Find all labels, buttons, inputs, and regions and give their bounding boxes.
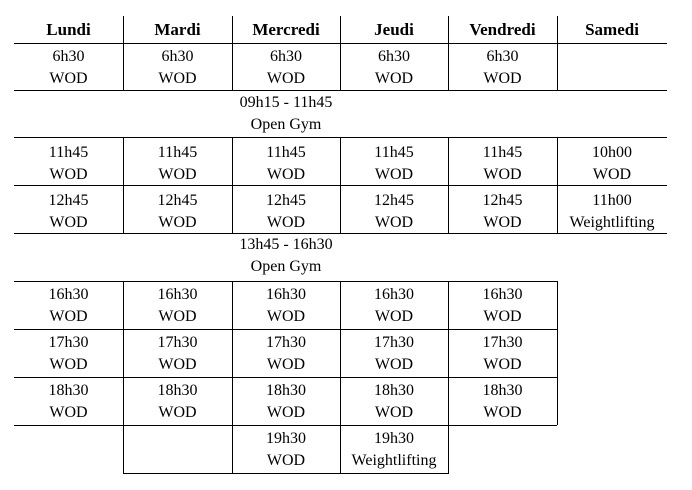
grid-line-vertical [340,137,341,233]
cell-class: WOD [266,404,306,421]
schedule-cell [232,332,340,380]
cell-time: 12h45 [157,192,198,209]
cell-time: 16h30 [48,286,89,303]
schedule-cell [557,142,667,190]
schedule-cell [123,428,232,476]
cell-time: 18h30 [374,382,414,399]
grid-line-vertical [123,137,124,233]
cell-class: WOD [483,166,522,183]
header-samedi: Samedi [585,20,639,39]
grid-line-vertical [557,16,558,91]
cell-time: 11h45 [48,144,89,161]
cell-class: WOD [483,404,522,421]
cell-class: WOD [49,214,88,231]
schedule-cell [14,142,123,190]
open-gym-afternoon-label: Open Gym [250,258,322,275]
schedule-cell [340,190,448,238]
header-mardi: Mardi [154,20,201,39]
grid-line-horizontal [123,473,448,474]
schedule-cell [14,46,123,94]
cell-time: 10h00 [592,144,632,161]
cell-time: 18h30 [482,382,523,399]
grid-line-vertical [557,137,558,233]
cell-class: WOD [49,356,88,373]
cell-time: 12h45 [374,192,414,209]
grid-line-vertical [232,137,233,233]
open-gym-morning-time: 09h15 - 11h45 [239,94,333,111]
cell-class: WOD [483,356,522,373]
grid-line-vertical [448,425,449,474]
cell-time: 18h30 [266,382,306,399]
schedule-cell [14,332,123,380]
cell-class: WOD [483,308,522,325]
grid-line-vertical [123,281,124,425]
schedule-cell [448,380,557,428]
cell-time: 12h45 [482,192,523,209]
schedule-cell [448,142,557,190]
schedule-cell [340,332,448,380]
schedule-cell [14,380,123,428]
open-gym-morning-label: Open Gym [250,116,322,133]
open-gym-afternoon [232,234,340,278]
schedule-cell [448,428,557,476]
grid-line-vertical [232,16,233,91]
cell-class: WOD [266,166,306,183]
schedule-cell [340,142,448,190]
cell-class: WOD [158,166,197,183]
cell-time: 6h30 [161,48,194,65]
cell-time: 19h30 [374,430,414,447]
grid-line-horizontal [14,233,667,234]
schedule-cell [232,190,340,238]
grid-line-vertical [232,425,233,474]
schedule-cell [557,332,667,380]
schedule-cell [232,380,340,428]
cell-time: 16h30 [374,286,414,303]
cell-time: 6h30 [486,48,519,65]
cell-class: WOD [158,214,197,231]
cell-class: WOD [374,356,414,373]
schedule-cell [557,190,667,238]
schedule-cell [232,142,340,190]
grid-line-horizontal [14,425,557,426]
cell-class: WOD [49,404,88,421]
header-jeudi: Jeudi [374,20,414,39]
cell-time: 19h30 [266,430,306,447]
cell-class: WOD [158,356,197,373]
grid-line-vertical [232,281,233,425]
schedule-cell [123,380,232,428]
grid-line-vertical [557,281,558,425]
schedule-cell [557,428,667,476]
schedule-cell [448,332,557,380]
grid-line-vertical [123,425,124,474]
schedule-cell [232,284,340,332]
cell-time: 17h30 [266,334,306,351]
cell-time: 17h30 [482,334,523,351]
cell-time: 16h30 [157,286,198,303]
header-mercredi: Mercredi [252,20,320,39]
cell-class: WOD [592,166,632,183]
grid-line-horizontal [14,377,557,378]
cell-class: WOD [158,404,197,421]
schedule-cell [557,284,667,332]
cell-class: WOD [374,70,414,87]
schedule-cell [557,46,667,94]
cell-time: 18h30 [48,382,89,399]
cell-class: WOD [49,70,88,87]
cell-time: 17h30 [48,334,89,351]
cell-class: WOD [266,70,306,87]
schedule-cell [123,46,232,94]
schedule-cell [123,284,232,332]
schedule-cell [123,190,232,238]
cell-time: 12h45 [48,192,89,209]
cell-time: 18h30 [157,382,198,399]
open-gym-afternoon-time: 13h45 - 16h30 [239,236,333,253]
grid-line-horizontal [14,281,557,282]
grid-line-vertical [448,137,449,233]
cell-class: WOD [266,356,306,373]
cell-class: WOD [483,214,522,231]
schedule-cell [123,142,232,190]
header-vendredi: Vendredi [469,20,536,39]
schedule-cell [232,46,340,94]
schedule-cell [14,428,123,476]
weekly-schedule-table [14,16,667,476]
open-gym-morning [232,92,340,136]
schedule-cell [557,380,667,428]
cell-time: 17h30 [374,334,414,351]
cell-class: WOD [158,70,197,87]
grid-line-horizontal [14,329,557,330]
cell-class: WOD [374,308,414,325]
cell-time: 16h30 [482,286,523,303]
cell-time: 17h30 [157,334,198,351]
cell-class: Weightlifting [569,214,655,231]
cell-time: 6h30 [52,48,85,65]
cell-class: WOD [374,404,414,421]
cell-class: WOD [266,452,306,469]
cell-class: Weightlifting [351,452,437,469]
cell-class: WOD [266,214,306,231]
schedule-cell [123,332,232,380]
cell-time: 11h45 [157,144,198,161]
schedule-cell [340,428,448,476]
cell-time: 16h30 [266,286,306,303]
header-lundi: Lundi [46,20,91,39]
grid-line-vertical [340,16,341,91]
cell-class: WOD [266,308,306,325]
schedule-cell [340,284,448,332]
schedule-cell [340,380,448,428]
cell-time: 12h45 [266,192,306,209]
grid-line-vertical [448,16,449,91]
schedule-cell [14,284,123,332]
grid-line-vertical [123,16,124,91]
cell-time: 11h45 [374,144,414,161]
schedule-cell [448,46,557,94]
cell-class: WOD [49,166,88,183]
cell-time: 11h00 [592,192,632,209]
schedule-cell [448,190,557,238]
cell-time: 6h30 [378,48,410,65]
grid-line-vertical [340,425,341,474]
cell-time: 11h45 [266,144,306,161]
schedule-cell [232,428,340,476]
schedule-cell [448,284,557,332]
schedule-cell [340,46,448,94]
cell-time: 6h30 [270,48,302,65]
cell-class: WOD [49,308,88,325]
grid-line-vertical [340,281,341,425]
schedule-cell [14,190,123,238]
cell-class: WOD [158,308,197,325]
cell-class: WOD [374,166,414,183]
cell-time: 11h45 [482,144,523,161]
grid-line-vertical [448,281,449,425]
cell-class: WOD [374,214,414,231]
cell-class: WOD [483,70,522,87]
